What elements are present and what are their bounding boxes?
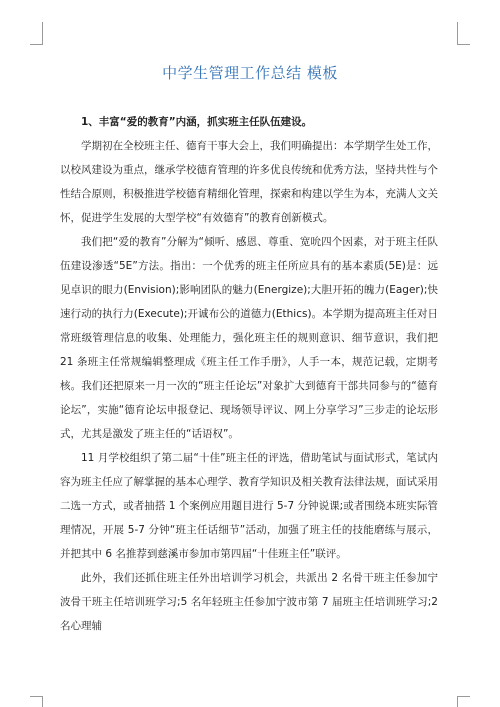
document-title: 中学生管理工作总结 模板 [162, 64, 338, 82]
paragraph: 学期初在全校班主任、德育干事大会上，我们明确提出：本学期学生处工作，以校风建设为重点，继承学校德育管理的许多优良传统和优秀方法，坚持共性与个性结合原则，积极推进学校德育精细化管理，探索和构建以学生为本，充满人文关怀，促进学生发展的大型学校“有效德育”的教育创新模式。 [60, 140, 438, 224]
crop-mark-bottom-left [30, 696, 43, 707]
document-body [60, 110, 438, 638]
paragraph: 我们把“爱的教育”分解为“倾听、感恩、尊重、宽吮四个因素，对于班主任队伍建设渗透“5E”方法。指出：一个优秀的班主任所应具有的基本素质(5E)是：远见卓识的眼力(Envision);影响团队的魅力(Energize);大胆开拓的魄力(Eager);快速行动的执行力(Execute);开诚布公的道德力(Ethics)。本学期为提高班主任对日常班级管理信息的收集、处理能力，强化班主任的规则意识、细节意识，我们把 21 条班主任常规编辑整理成《班主任工作手册》，人手一本，规范记载，定期考核。我们还把原来一月一次的“班主任论坛”对象扩大到德育干部共同参与的“德育论坛”，实施“德育论坛申报登记、现场领导评议、网上分享学习”三步走的论坛形式，尤其是激发了班主任的“话语权”。 [60, 236, 438, 440]
paragraph: 此外，我们还抓住班主任外出培训学习机会，共派出 2 名骨干班主任参加宁波骨干班主任培训班学习;5 名年轻班主任参加宁波市第 7 届班主任培训班学习;2 名心理辅 [60, 572, 438, 632]
crop-mark-top-left [30, 22, 43, 45]
section-heading: 1、丰富“爱的教育”内涵，抓实班主任队伍建设。 [81, 116, 313, 128]
paragraph: 11 月学校组织了第二届“十佳”班主任的评选，借助笔试与面试形式，笔试内容为班主任应了解掌握的基本心理学、教育学知识及相关教育法律法规，面试采用二选一方式，或者抽搭 1 个案例应用题目进行 5-7 分钟说课;或者围绕本班实际管理情况，开展 5-7 分钟“班主任话细节”活动，加强了班主任的技能磨练与展示，并把其中 6 名推荐到慈溪市参加市第四届“十佳班主任”联评。 [60, 452, 438, 560]
crop-mark-bottom-right [457, 696, 470, 707]
crop-mark-top-right [457, 22, 470, 45]
